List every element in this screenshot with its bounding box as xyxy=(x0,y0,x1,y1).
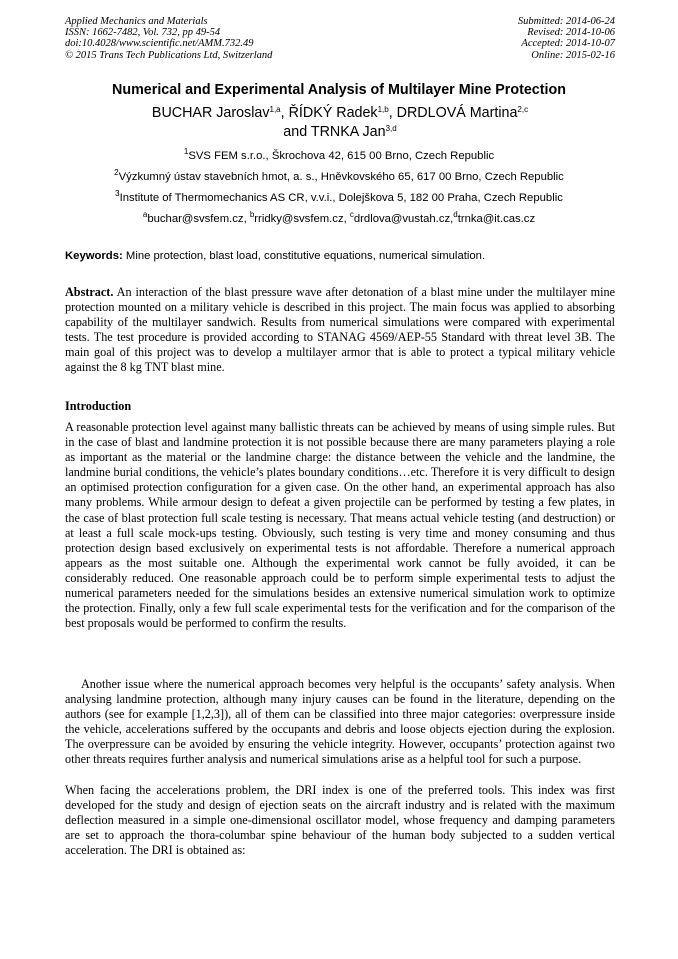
affiliation-text: Výzkumný ústav stavebních hmot, a. s., Hněvkovského 65, 617 00 Brno, Czech Republic xyxy=(118,171,564,183)
body-paragraph: Another issue where the numerical approach becomes very helpful is the occupants’ safety analysis. When analysing landmine protection, although many injury causes can be found in the literature, depending on the authors (see for example [1,2,3]), all of them can be classified into three major categories: overpressure inside the vehicle, accelerations suffered by the occupants and debris and loose objects ejection during the explosion. The overpressure can be avoided by ensuring the vehicle integrity. However, occupants’ protection against two other threats requires further analysis and numerical simulations arise as a helpful tool for such a purpose. xyxy=(65,677,615,767)
email-text: rridky@svsfem.cz, xyxy=(254,213,350,225)
abstract-paragraph xyxy=(65,285,615,376)
body-paragraph: A reasonable protection level against many ballistic threats can be achieved by means of using simple rules. But in the case of blast and landmine protection it is not possible because there are many parameters playing a role as important as the material or the landmine charge: the distance between the vehicle and the landmine, the landmine burial conditions, the vehicle’s plates boundary conditions…etc. Therefore it is very difficult to design an optimised protection configuration for a given case. On the other hand, an experimental approach has also many problems. While armour design to defeat a given projectile can be performed by testing a few plates, in the case of blast protection full scale testing is necessary. That means actual vehicle testing (and destruction) or at least a full scale mock-ups testing. Obviously, such testing is very time and money consuming and thus protection design based exclusively on experimental tests is not affordable. Therefore a numerical approach appears as the most suitable one. Although the experimental work cannot be fully avoided, it can be considerably reduced. One reasonable approach could be to perform simple experimental tests to adjust the numerical parameters needed for the simulations besides an extensive numerical simulation work to optimize the protection. Finally, only a few full scale experimental tests for the verification and for the comparison of the best proposals would be performed to confirm the results. xyxy=(65,420,615,631)
affiliation-1 xyxy=(0,147,678,162)
affiliation-text: SVS FEM s.r.o., Škrochova 42, 615 00 Brno, Czech Republic xyxy=(188,150,495,162)
author-name: BUCHAR Jaroslav xyxy=(151,105,270,121)
revised-date: Revised: 2014-10-06 xyxy=(527,27,615,39)
keywords-label: Keywords: xyxy=(65,250,123,262)
author-name: ŘÍDKÝ Radek xyxy=(288,105,378,121)
abstract-label: Abstract. xyxy=(65,285,114,299)
paper-title: Numerical and Experimental Analysis of Multilayer Mine Protection xyxy=(112,82,566,98)
publication-dates xyxy=(518,16,615,61)
author-separator: , xyxy=(280,105,289,121)
email-text: buchar@svsfem.cz, xyxy=(147,213,250,225)
author-superscript: 2,c xyxy=(517,105,529,114)
online-date: Online: 2015-02-16 xyxy=(531,49,615,61)
abstract-text: An interaction of the blast pressure wave after detonation of a blast mine under the multilayer mine protection mounted on a military vehicle is described in this project. The main focus was applied to absorbing capability of the multilayer sandwich. Results from numerical simulations were compared with experimental tests. The test procedure is provided according to STANAG 4569/AEP-55 Standard with threat level 3B. The main goal of this project was to develop a multilayer armor that is able to protect a typical military vehicle against the 8 kg TNT blast mine. xyxy=(65,285,615,375)
email-superscript: c xyxy=(349,210,354,219)
affiliation-superscript: 1 xyxy=(183,147,189,156)
author-superscript: 1,b xyxy=(377,105,389,114)
author-superscript: 1,a xyxy=(269,105,281,114)
affiliation-superscript: 3 xyxy=(115,189,120,198)
journal-name: Applied Mechanics and Materials xyxy=(65,16,208,27)
journal-issn: ISSN: 1662-7482, Vol. 732, pp 49-54 xyxy=(65,27,221,39)
affiliation-2 xyxy=(0,168,678,183)
email-superscript: a xyxy=(142,210,148,219)
keywords-text: Mine protection, blast load, constitutive equations, numerical simulation. xyxy=(122,250,486,262)
body-paragraph: When facing the accelerations problem, the DRI index is one of the preferred tools. This index was first developed for the study and design of ejection seats on the aircraft industry and is related with the maximum deflection measured in a simple one-dimensional oscillator model, whose frequency and damping parameters are set to approach the thora-columbar spine behaviour of the human body subjected to a sudden vertical acceleration. The DRI is obtained as: xyxy=(65,783,615,858)
accepted-date: Accepted: 2014-10-07 xyxy=(521,38,615,50)
affiliation-text: Institute of Thermomechanics AS CR, v.v.i., Dolejškova 5, 182 00 Praha, Czech Republic xyxy=(119,192,563,204)
email-superscript: b xyxy=(249,210,255,219)
journal-doi: doi:10.4028/www.scientific.net/AMM.732.49 xyxy=(65,38,254,50)
journal-info xyxy=(65,16,272,61)
journal-copyright: © 2015 Trans Tech Publications Ltd, Switzerland xyxy=(65,49,273,61)
section-heading-introduction: Introduction xyxy=(65,399,132,413)
author-list xyxy=(60,104,620,142)
author-superscript: 3,d xyxy=(385,124,397,133)
email-text: trnka@it.cas.cz xyxy=(457,213,536,225)
email-text: drdlova@vustah.cz, xyxy=(353,213,454,225)
affiliation-superscript: 2 xyxy=(114,168,119,177)
email-superscript: d xyxy=(453,210,458,219)
author-separator: , xyxy=(388,105,397,121)
author-name: and TRNKA Jan xyxy=(283,124,386,140)
keywords-line xyxy=(65,250,625,262)
submitted-date: Submitted: 2014-06-24 xyxy=(517,16,615,27)
author-emails xyxy=(0,210,678,225)
affiliation-3 xyxy=(0,189,678,204)
author-name: DRDLOVÁ Martina xyxy=(396,105,518,121)
